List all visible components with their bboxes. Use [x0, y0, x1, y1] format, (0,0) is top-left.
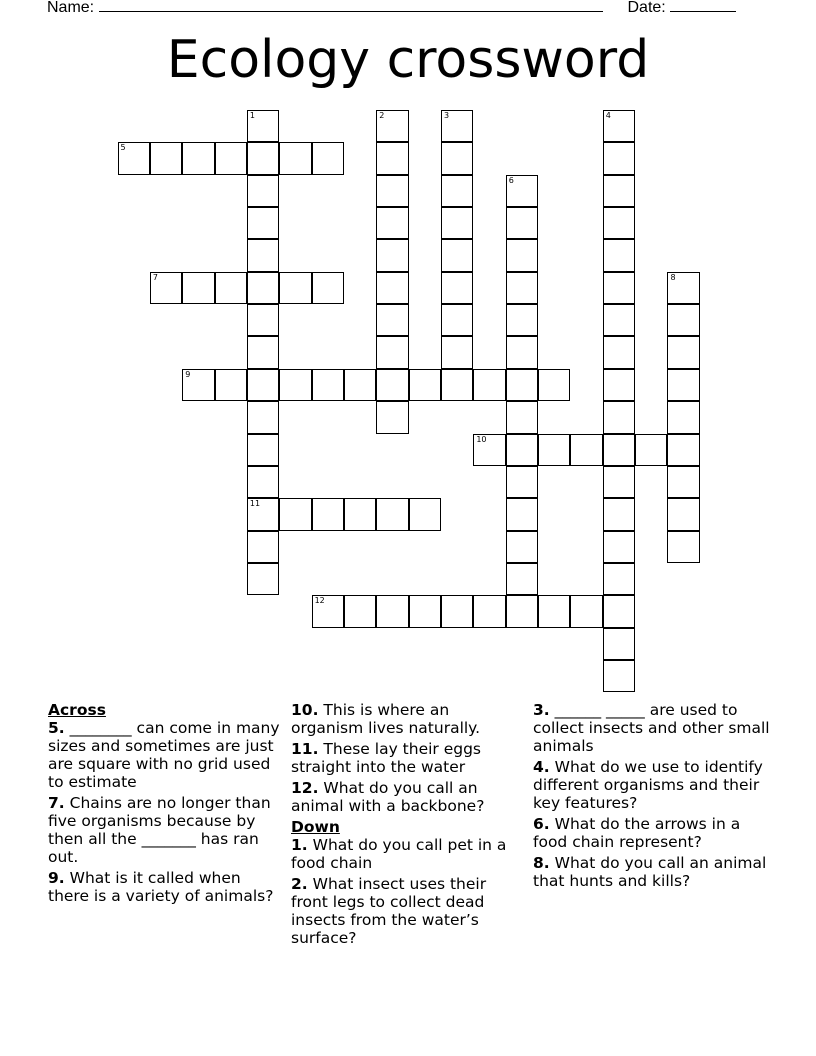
- grid-cell[interactable]: [603, 563, 635, 595]
- grid-cell[interactable]: [247, 239, 279, 271]
- grid-cell[interactable]: [473, 434, 505, 466]
- grid-cell[interactable]: [409, 595, 441, 627]
- grid-cell[interactable]: [376, 175, 408, 207]
- grid-cell[interactable]: [312, 498, 344, 530]
- grid-cell[interactable]: [603, 401, 635, 433]
- grid-cell[interactable]: [441, 304, 473, 336]
- grid-cell[interactable]: [279, 369, 311, 401]
- clue-across-11: 11. These lay their eggs straight into the water: [291, 740, 482, 776]
- grid-cell[interactable]: [667, 369, 699, 401]
- grid-cell[interactable]: [506, 175, 538, 207]
- clue-number: 11: [249, 499, 261, 509]
- grid-cell[interactable]: [667, 336, 699, 368]
- grid-cell[interactable]: [473, 369, 505, 401]
- grid-cell[interactable]: [506, 239, 538, 271]
- grid-cell[interactable]: [603, 239, 635, 271]
- grid-cell[interactable]: [150, 272, 182, 304]
- grid-cell[interactable]: [506, 498, 538, 530]
- clue-down-2: 2. What insect uses their front legs to collect dead insects from the water’s surface?: [291, 875, 487, 947]
- clue-number: 9: [185, 369, 191, 379]
- grid-cell[interactable]: [215, 272, 247, 304]
- grid-cell[interactable]: [506, 466, 538, 498]
- grid-cell[interactable]: [667, 466, 699, 498]
- grid-cell[interactable]: [376, 401, 408, 433]
- grid-cell[interactable]: [344, 369, 376, 401]
- clue-across-9: 9. What is it called when there is a variety of animals?: [48, 869, 274, 905]
- grid-cell[interactable]: [376, 304, 408, 336]
- clue-down-1: 1. What do you call pet in a food chain: [291, 836, 507, 872]
- grid-cell[interactable]: [603, 466, 635, 498]
- grid-cell[interactable]: [667, 498, 699, 530]
- grid-cell[interactable]: [312, 142, 344, 174]
- grid-cell[interactable]: [409, 498, 441, 530]
- grid-cell[interactable]: [603, 336, 635, 368]
- grid-cell[interactable]: [603, 272, 635, 304]
- grid-cell[interactable]: [506, 369, 538, 401]
- grid-cell[interactable]: [506, 563, 538, 595]
- grid-cell[interactable]: [376, 239, 408, 271]
- grid-cell[interactable]: [376, 336, 408, 368]
- grid-cell[interactable]: [441, 336, 473, 368]
- grid-cell[interactable]: [409, 369, 441, 401]
- grid-cell[interactable]: [506, 336, 538, 368]
- grid-cell[interactable]: [603, 110, 635, 142]
- grid-cell[interactable]: [441, 595, 473, 627]
- grid-cell[interactable]: [182, 142, 214, 174]
- grid-cell[interactable]: [215, 369, 247, 401]
- clue-number: 10: [476, 434, 487, 444]
- grid-cell[interactable]: [506, 434, 538, 466]
- grid-cell[interactable]: [247, 272, 279, 304]
- down-heading: Down: [291, 818, 340, 836]
- page-title: Ecology crossword: [166, 30, 650, 90]
- grid-cell[interactable]: [506, 304, 538, 336]
- clue-across-5: 5. ________ can come in many sizes and sometimes are just are square with no grid used to estimate: [48, 719, 280, 791]
- grid-cell[interactable]: [215, 142, 247, 174]
- grid-cell[interactable]: [441, 369, 473, 401]
- grid-cell[interactable]: [376, 207, 408, 239]
- clue-number: 1: [249, 111, 255, 120]
- grid-cell[interactable]: [344, 498, 376, 530]
- grid-cell[interactable]: [603, 660, 635, 692]
- grid-cell[interactable]: [441, 110, 473, 142]
- grid-cell[interactable]: [118, 142, 150, 174]
- grid-cell[interactable]: [247, 175, 279, 207]
- clue-number: 7: [152, 272, 158, 282]
- grid-cell[interactable]: [603, 498, 635, 530]
- clue-down-4: 4. What do we use to identify different organisms and their key features?: [533, 758, 763, 812]
- grid-cell[interactable]: [603, 531, 635, 563]
- grid-cell[interactable]: [538, 434, 570, 466]
- grid-cell[interactable]: [247, 336, 279, 368]
- grid-cell[interactable]: [376, 498, 408, 530]
- grid-cell[interactable]: [667, 401, 699, 433]
- date-label: Date:: [627, 0, 666, 16]
- grid-cell[interactable]: [603, 142, 635, 174]
- clue-down-3: 3. ______ _____ are used to collect insects and other small animals: [533, 701, 770, 755]
- grid-cell[interactable]: [247, 142, 279, 174]
- grid-cell[interactable]: [182, 369, 214, 401]
- grid-cell[interactable]: [247, 466, 279, 498]
- grid-cell[interactable]: [279, 272, 311, 304]
- grid-cell[interactable]: [473, 595, 505, 627]
- grid-cell[interactable]: [376, 110, 408, 142]
- grid-cell[interactable]: [247, 434, 279, 466]
- grid-cell[interactable]: [182, 272, 214, 304]
- clue-number: 5: [120, 143, 126, 153]
- grid-cell[interactable]: [441, 207, 473, 239]
- grid-cell[interactable]: [376, 595, 408, 627]
- grid-cell[interactable]: [441, 142, 473, 174]
- grid-cell[interactable]: [247, 401, 279, 433]
- clue-down-8: 8. What do you call an animal that hunts and kills?: [533, 854, 767, 890]
- clue-across-12: 12. What do you call an animal with a backbone?: [291, 779, 485, 815]
- grid-cell[interactable]: [603, 595, 635, 627]
- grid-cell[interactable]: [441, 175, 473, 207]
- grid-cell[interactable]: [150, 142, 182, 174]
- grid-cell[interactable]: [570, 434, 602, 466]
- grid-cell[interactable]: [538, 595, 570, 627]
- grid-cell[interactable]: [312, 595, 344, 627]
- grid-cell[interactable]: [344, 595, 376, 627]
- grid-cell[interactable]: [376, 142, 408, 174]
- grid-cell[interactable]: [603, 175, 635, 207]
- clue-number: 3: [444, 111, 450, 120]
- grid-cell[interactable]: [247, 498, 279, 530]
- grid-cell[interactable]: [667, 272, 699, 304]
- grid-cell[interactable]: [441, 239, 473, 271]
- grid-cell[interactable]: [247, 531, 279, 563]
- clue-across-7: 7. Chains are no longer than five organisms because by then all the _______ has ran out.: [48, 794, 271, 866]
- clues-column-1: [48, 701, 280, 908]
- clues-column-3: [533, 701, 773, 893]
- name-label: Name:: [47, 0, 95, 16]
- clue-number: 12: [314, 596, 325, 606]
- grid-cell[interactable]: [603, 304, 635, 336]
- grid-cell[interactable]: [538, 369, 570, 401]
- grid-cell[interactable]: [667, 304, 699, 336]
- clue-number: 6: [508, 175, 514, 185]
- clue-number: 8: [670, 272, 676, 282]
- grid-cell[interactable]: [247, 369, 279, 401]
- grid-cell[interactable]: [441, 272, 473, 304]
- grid-cell[interactable]: [247, 304, 279, 336]
- grid-cell[interactable]: [247, 563, 279, 595]
- grid-cell[interactable]: [312, 369, 344, 401]
- grid-cell[interactable]: [635, 434, 667, 466]
- clue-number: 2: [379, 111, 385, 120]
- clue-number: 4: [605, 111, 611, 120]
- grid-cell[interactable]: [247, 207, 279, 239]
- grid-cell[interactable]: [603, 434, 635, 466]
- grid-cell[interactable]: [312, 272, 344, 304]
- across-heading: Across: [48, 701, 106, 719]
- grid-cell[interactable]: [279, 142, 311, 174]
- clues-column-2: [291, 701, 523, 950]
- grid-cell[interactable]: [603, 207, 635, 239]
- grid-cell[interactable]: [279, 498, 311, 530]
- grid-cell[interactable]: [506, 207, 538, 239]
- grid-cell[interactable]: [667, 434, 699, 466]
- grid-cell[interactable]: [667, 531, 699, 563]
- grid-cell[interactable]: [603, 369, 635, 401]
- clue-down-6: 6. What do the arrows in a food chain represent?: [533, 815, 741, 851]
- clue-across-10: 10. This is where an organism lives naturally.: [291, 701, 481, 737]
- grid-cell[interactable]: [247, 110, 279, 142]
- grid-cell[interactable]: [506, 531, 538, 563]
- grid-cell[interactable]: [376, 272, 408, 304]
- grid-cell[interactable]: [376, 369, 408, 401]
- grid-cell[interactable]: [603, 628, 635, 660]
- grid-cell[interactable]: [506, 272, 538, 304]
- grid-cell[interactable]: [506, 401, 538, 433]
- grid-cell[interactable]: [570, 595, 602, 627]
- grid-cell[interactable]: [506, 595, 538, 627]
